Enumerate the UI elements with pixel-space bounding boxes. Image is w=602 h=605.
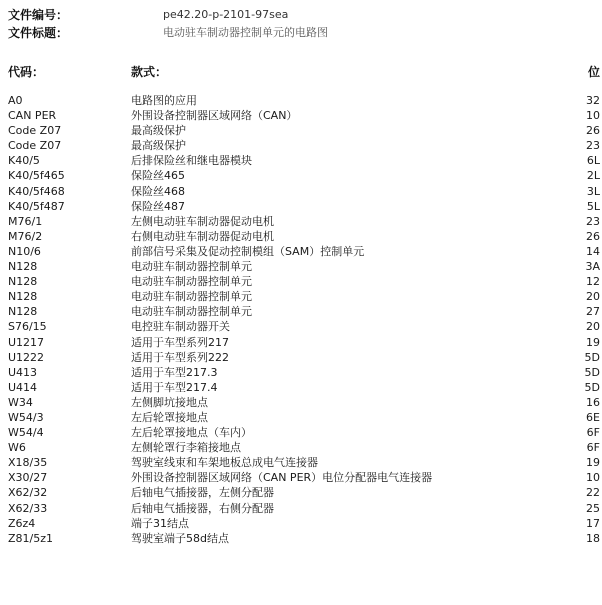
component-code: K40/5 [8, 154, 40, 168]
component-description: 后轴电气插接器，右侧分配器 [131, 501, 274, 515]
component-description: 保险丝487 [131, 199, 185, 213]
list-item [0, 350, 602, 365]
column-header-code: 代码： [8, 65, 45, 79]
component-position: 19 [586, 456, 600, 470]
component-position: 18 [586, 531, 600, 545]
list-item [0, 168, 602, 183]
list-item [0, 153, 602, 168]
component-description: 外围设备控制器区域网络（CAN PER）电位分配器电气连接器 [131, 471, 433, 485]
component-description: 驾驶室线束和车架地板总成电气连接器 [131, 456, 318, 470]
component-description: 保险丝465 [131, 169, 185, 183]
list-item [0, 229, 602, 244]
list-item [0, 93, 602, 108]
component-code: X62/33 [8, 501, 48, 515]
list-item [0, 304, 602, 319]
component-position: 6L [586, 154, 600, 168]
component-position: 25 [586, 501, 600, 515]
list-item [0, 485, 602, 500]
component-code: A0 [8, 94, 23, 107]
component-position: 3A [585, 260, 600, 274]
column-header-position: 位 [587, 65, 600, 79]
component-position: 22 [586, 486, 600, 500]
list-item [0, 335, 602, 350]
component-description: 适用于车型系列217 [131, 335, 229, 349]
list-item [0, 214, 602, 229]
component-position: 5D [584, 365, 600, 379]
component-position: 6E [586, 410, 600, 424]
component-description: 最高级保护 [131, 124, 186, 138]
component-position: 32 [586, 94, 600, 107]
component-code: U413 [8, 365, 38, 379]
component-description: 电路图的应用 [131, 94, 197, 107]
component-code: W34 [8, 395, 33, 409]
component-description: 适用于车型217.4 [131, 380, 218, 394]
list-item [0, 289, 602, 304]
component-position: 10 [586, 471, 600, 485]
component-position: 5L [586, 199, 600, 213]
component-code: X62/32 [8, 486, 48, 500]
component-position: 20 [586, 320, 600, 334]
component-description: 左后轮罩接地点 [131, 410, 208, 424]
list-item [0, 259, 602, 274]
component-position: 16 [586, 395, 600, 409]
component-code: N10/6 [8, 244, 41, 258]
component-description: 电动驻车制动器控制单元 [131, 275, 252, 289]
component-position: 12 [586, 275, 600, 289]
component-list [0, 93, 602, 546]
component-code: K40/5f487 [8, 199, 65, 213]
component-position: 23 [586, 214, 600, 228]
component-code: M76/1 [8, 214, 43, 228]
component-position: 17 [586, 516, 600, 530]
list-item [0, 184, 602, 199]
component-position: 26 [586, 124, 600, 138]
list-item [0, 410, 602, 425]
component-code: X18/35 [8, 456, 48, 470]
component-code: Z6z4 [8, 516, 36, 530]
component-code: Code Z07 [8, 139, 62, 153]
component-code: S76/15 [8, 320, 47, 334]
list-item [0, 365, 602, 380]
list-item [0, 455, 602, 470]
list-item [0, 440, 602, 455]
component-code: N128 [8, 260, 38, 274]
file-title-value: 电动驻车制动器控制单元的电路图 [163, 26, 328, 39]
component-description: 适用于车型217.3 [131, 365, 218, 379]
list-item [0, 199, 602, 214]
component-description: 后轴电气插接器，左侧分配器 [131, 486, 274, 500]
component-description: 电控驻车制动器开关 [131, 320, 230, 334]
list-item [0, 138, 602, 153]
component-code: X30/27 [8, 471, 48, 485]
file-number-value: pe42.20-p-2101-97sea [163, 8, 289, 21]
component-description: 电动驻车制动器控制单元 [131, 305, 252, 319]
component-description: 适用于车型系列222 [131, 350, 229, 364]
list-item [0, 123, 602, 138]
component-position: 2L [586, 169, 600, 183]
component-description: 端子31结点 [131, 516, 189, 530]
component-description: 左后轮罩接地点（车内） [131, 426, 252, 440]
component-code: U1217 [8, 335, 45, 349]
component-position: 6F [586, 441, 600, 455]
component-code: W6 [8, 441, 26, 455]
component-code: N128 [8, 305, 38, 319]
component-description: 后排保险丝和继电器模块 [131, 154, 252, 168]
component-description: 前部信号采集及促动控制模组（SAM）控制单元 [131, 244, 365, 258]
component-description: 最高级保护 [131, 139, 186, 153]
file-title-label: 文件标题： [8, 26, 69, 40]
component-position: 5D [584, 380, 600, 394]
component-position: 23 [586, 139, 600, 153]
component-code: U414 [8, 380, 38, 394]
component-code: N128 [8, 290, 38, 304]
list-item [0, 244, 602, 259]
component-description: 外围设备控制器区域网络（CAN） [131, 109, 298, 123]
component-description: 电动驻车制动器控制单元 [131, 290, 252, 304]
component-position: 6F [586, 426, 600, 440]
list-item [0, 380, 602, 395]
component-code: W54/3 [8, 410, 44, 424]
component-description: 左侧轮罩行李箱接地点 [131, 441, 241, 455]
list-item [0, 501, 602, 516]
component-code: K40/5f465 [8, 169, 65, 183]
component-description: 左侧电动驻车制动器促动电机 [131, 214, 274, 228]
list-item [0, 531, 602, 546]
component-code: K40/5f468 [8, 184, 65, 198]
component-description: 右侧电动驻车制动器促动电机 [131, 229, 274, 243]
component-code: U1222 [8, 350, 45, 364]
file-number-label: 文件编号： [8, 8, 69, 22]
component-description: 电动驻车制动器控制单元 [131, 260, 252, 274]
component-description: 保险丝468 [131, 184, 185, 198]
component-code: Code Z07 [8, 124, 62, 138]
list-item [0, 470, 602, 485]
list-item [0, 516, 602, 531]
list-item [0, 274, 602, 289]
component-position: 27 [586, 305, 600, 319]
list-item [0, 395, 602, 410]
component-position: 26 [586, 229, 600, 243]
component-code: Z81/5z1 [8, 531, 54, 545]
component-position: 5D [584, 350, 600, 364]
component-code: CAN PER [8, 109, 57, 123]
component-position: 10 [586, 109, 600, 123]
list-item [0, 108, 602, 123]
component-position: 14 [586, 244, 600, 258]
component-position: 19 [586, 335, 600, 349]
component-code: N128 [8, 275, 38, 289]
component-position: 3L [586, 184, 600, 198]
component-code: M76/2 [8, 229, 43, 243]
component-position: 20 [586, 290, 600, 304]
column-header-description: 款式： [131, 65, 168, 79]
list-item [0, 425, 602, 440]
component-code: W54/4 [8, 426, 44, 440]
list-item [0, 319, 602, 334]
component-description: 驾驶室端子58d结点 [131, 531, 229, 545]
component-description: 左侧脚坑接地点 [131, 395, 208, 409]
